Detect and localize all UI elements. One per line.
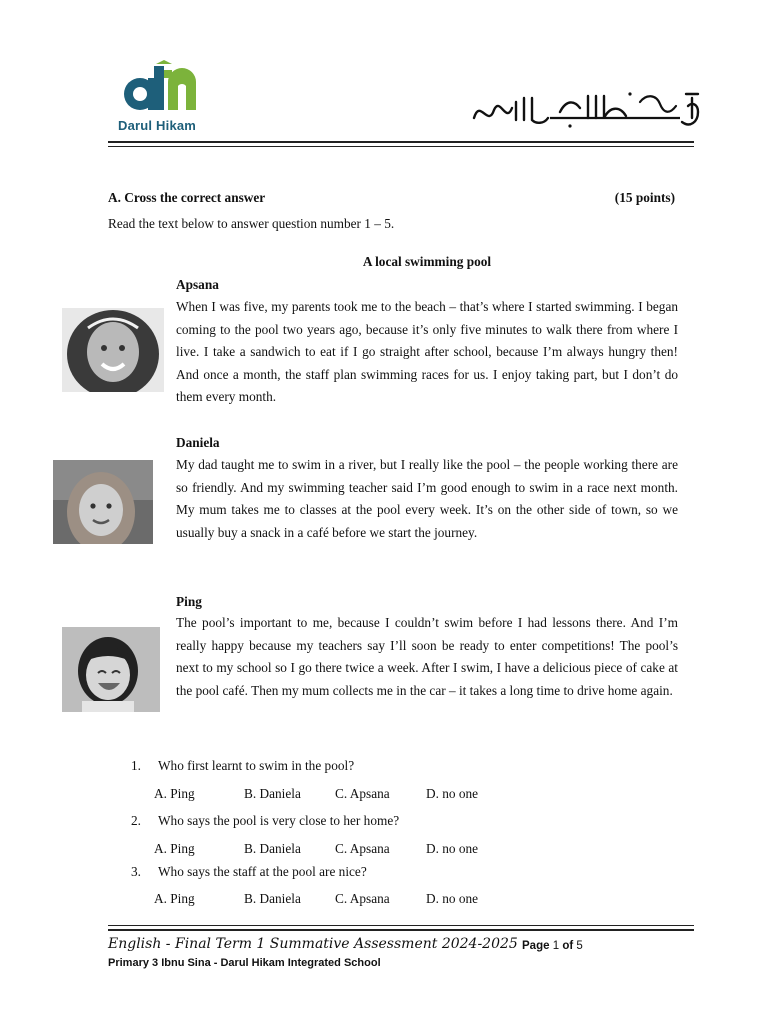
footer-page-number — [522, 940, 583, 952]
girl-portrait-icon — [62, 308, 164, 392]
photo-apsana — [62, 308, 164, 392]
question-2-text: Who says the pool is very close to her home? — [158, 813, 400, 828]
question-2-option-c[interactable]: C. Apsana — [335, 841, 390, 856]
question-2-option-a[interactable]: A. Ping — [154, 841, 195, 856]
passage-text-daniela: My dad taught me to swim in a river, but I really like the pool – the people working there are so friendly. And my swimming teacher said I’m good enough to swim in a race next month. My mum takes me to classes at the pool every week. It’s on the other side of town, so we usually buy a snack in a café before we start the journey. — [176, 457, 678, 540]
question-1-option-d[interactable]: D. no one — [426, 786, 479, 801]
passage-text-ping: The pool’s important to me, because I couldn’t swim before I had lessons there. And I’m really happy because my teachers say I’ll soon be ready to enter competitions! The pool’s next to my school so I go there twice a week. After I swim, I have a delicious piece of cake at the pool café. Then my mum collects me in the car – it takes a long time to drive home again. — [176, 615, 678, 698]
footer-page-total: 5 — [576, 940, 583, 952]
section-intro: Read the text below to answer question number 1 – 5. — [108, 216, 395, 231]
footer-rule-bottom — [108, 929, 694, 931]
section-points: (15 points) — [614, 190, 675, 205]
question-3-option-b[interactable]: B. Daniela — [244, 891, 301, 906]
girl-portrait-icon — [53, 460, 153, 544]
section-title: A. Cross the correct answer — [108, 190, 266, 205]
passage-name-apsana: Apsana — [176, 277, 219, 292]
question-1-option-c[interactable]: C. Apsana — [335, 786, 390, 801]
basmala-calligraphy-icon — [470, 88, 704, 132]
question-2-option-d[interactable]: D. no one — [426, 841, 479, 856]
girl-portrait-icon — [62, 627, 160, 712]
header-rule-top — [108, 141, 694, 143]
passage-text-apsana: When I was five, my parents took me to the beach – that’s where I started swimming. I began coming to the pool two years ago, because it’s only five minutes to walk there from where I live. I take a sandwich to eat if I go straight after school, because I’m always hungry then! And once a month, the staff plan swimming races for us. I enjoy taking part, but I don’t do them every month. — [176, 299, 678, 404]
passage-name-daniela: Daniela — [176, 435, 220, 450]
question-3-option-d[interactable]: D. no one — [426, 891, 479, 906]
question-1-option-b[interactable]: B. Daniela — [244, 786, 301, 801]
basmala-calligraphy — [470, 88, 704, 132]
question-3-text: Who says the staff at the pool are nice? — [158, 864, 367, 879]
question-1-option-a[interactable]: A. Ping — [154, 786, 195, 801]
question-2-option-b[interactable]: B. Daniela — [244, 841, 301, 856]
question-1-text: Who first learnt to swim in the pool? — [158, 758, 355, 773]
passage-name-ping: Ping — [176, 594, 202, 609]
footer-page-current: 1 — [552, 940, 560, 952]
photo-ping — [62, 627, 160, 712]
text-title: A local swimming pool — [362, 254, 492, 269]
question-2-number: 2. — [131, 813, 141, 828]
photo-daniela — [53, 460, 153, 544]
footer-rule-top — [108, 925, 694, 926]
footer-school: Primary 3 Ibnu Sina - Darul Hikam Integrated School — [108, 957, 381, 969]
header-rule-bottom — [108, 146, 694, 147]
question-1-number: 1. — [131, 758, 141, 773]
footer-title: English - Final Term 1 Summative Assessment 2024-2025 — [108, 936, 518, 952]
footer-page-of: of — [562, 940, 574, 952]
question-3-option-c[interactable]: C. Apsana — [335, 891, 390, 906]
question-3-number: 3. — [131, 864, 141, 879]
logo-text: Darul Hikam — [118, 118, 197, 133]
footer-page-label: Page — [522, 940, 550, 952]
question-3-option-a[interactable]: A. Ping — [154, 891, 195, 906]
